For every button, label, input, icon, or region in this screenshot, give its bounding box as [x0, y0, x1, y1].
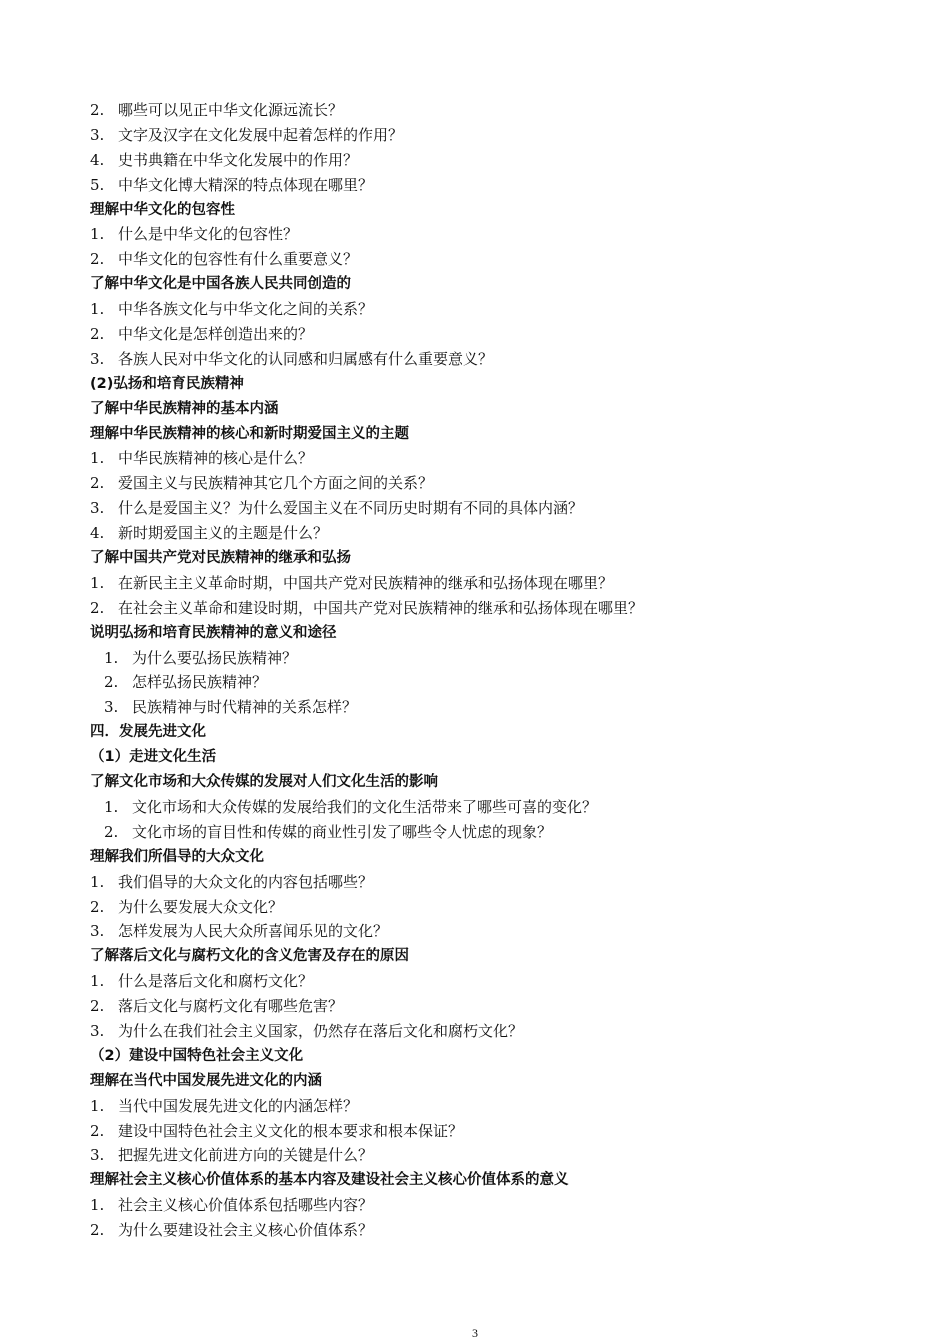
item-text: 为什么要建设社会主义核心价值体系？ — [118, 1221, 374, 1240]
item-number: 3. — [90, 1146, 105, 1165]
item-text: 爱国主义与民族精神其它几个方面之间的关系？ — [118, 474, 434, 493]
item-text: 落后文化与腐朽文化有哪些危害？ — [118, 997, 344, 1016]
item-text: 中华各族文化与中华文化之间的关系？ — [118, 300, 374, 319]
question-item — [90, 1218, 870, 1243]
question-item — [90, 919, 870, 944]
item-text: 什么是落后文化和腐朽文化？ — [118, 972, 314, 991]
item-number: 1. — [90, 300, 105, 319]
item-number: 2. — [90, 897, 105, 916]
item-number: 3. — [90, 922, 105, 941]
item-number: 5. — [90, 175, 105, 194]
question-item — [90, 347, 870, 372]
section-heading: 理解在当代中国发展先进文化的内涵 — [90, 1072, 322, 1089]
question-item — [90, 222, 870, 247]
item-text: 在新民主主义革命时期，中国共产党对民族精神的继承和弘扬体现在哪里？ — [118, 573, 614, 592]
question-item — [90, 646, 870, 671]
question-item — [90, 297, 870, 322]
item-number: 1. — [90, 972, 105, 991]
section-heading: (2)弘扬和培育民族精神 — [90, 375, 244, 392]
question-item — [90, 173, 870, 198]
item-text: 中华文化的包容性有什么重要意义？ — [118, 250, 359, 269]
question-item — [90, 820, 870, 845]
item-number: 1. — [104, 648, 119, 667]
question-item — [90, 471, 870, 496]
item-number: 4. — [90, 150, 105, 169]
item-text: 文字及汉字在文化发展中起着怎样的作用？ — [118, 125, 404, 144]
item-number: 1. — [90, 1096, 105, 1115]
question-item — [90, 571, 870, 596]
item-text: 中华文化是怎样创造出来的？ — [118, 325, 314, 344]
item-number: 3. — [90, 1021, 105, 1040]
item-number: 2. — [90, 325, 105, 344]
item-number: 1. — [90, 449, 105, 468]
question-item — [90, 98, 870, 123]
item-number: 2. — [90, 598, 105, 617]
item-text: 哪些可以见正中华文化源远流长？ — [118, 101, 344, 119]
item-number: 3. — [90, 349, 105, 368]
item-text: 各族人民对中华文化的认同感和归属感有什么重要意义？ — [118, 349, 494, 368]
item-text: 中华文化博大精深的特点体现在哪里？ — [118, 175, 374, 194]
item-number: 1. — [104, 797, 119, 816]
item-number: 2. — [90, 474, 105, 493]
item-text: 在社会主义革命和建设时期，中国共产党对民族精神的继承和弘扬体现在哪里？ — [118, 598, 644, 617]
item-text: 文化市场和大众传媒的发展给我们的文化生活带来了哪些可喜的变化？ — [132, 797, 598, 816]
question-item — [90, 322, 870, 347]
section-heading: 了解中华民族精神的基本内涵 — [90, 400, 279, 417]
item-text: 什么是中华文化的包容性？ — [118, 225, 299, 244]
section-heading: 说明弘扬和培育民族精神的意义和途径 — [90, 624, 337, 641]
item-text: 为什么要弘扬民族精神？ — [132, 648, 298, 667]
question-item — [90, 1094, 870, 1119]
item-text: 社会主义核心价值体系包括哪些内容？ — [118, 1196, 374, 1215]
question-item — [90, 1193, 870, 1218]
question-item — [90, 247, 870, 272]
item-number: 3. — [90, 125, 105, 144]
section-heading: 理解社会主义核心价值体系的基本内容及建设社会主义核心价值体系的意义 — [90, 1172, 569, 1189]
question-item — [90, 446, 870, 471]
item-number: 1. — [90, 573, 105, 592]
section-heading: （2）建设中国特色社会主义文化 — [90, 1047, 304, 1064]
section-heading: 理解中华文化的包容性 — [90, 201, 235, 218]
question-item — [90, 148, 870, 173]
section-heading: 了解落后文化与腐朽文化的含义危害及存在的原因 — [90, 948, 409, 965]
item-number: 2. — [104, 822, 119, 841]
page-number: 3 — [472, 1326, 478, 1340]
section-heading: 了解文化市场和大众传媒的发展对人们文化生活的影响 — [90, 774, 438, 791]
document-body — [90, 98, 870, 1243]
item-text: 为什么要发展大众文化？ — [118, 897, 284, 916]
section-heading: 了解中华文化是中国各族人民共同创造的 — [90, 276, 351, 293]
item-text: 什么是爱国主义？为什么爱国主义在不同历史时期有不同的具体内涵？ — [118, 499, 584, 518]
item-text: 文化市场的盲目性和传媒的商业性引发了哪些令人忧虑的现象？ — [132, 822, 553, 841]
item-text: 怎样发展为人民大众所喜闻乐见的文化？ — [118, 922, 389, 941]
item-text: 把握先进文化前进方向的关键是什么？ — [118, 1146, 374, 1165]
question-item — [90, 670, 870, 695]
question-item — [90, 1143, 870, 1168]
section-heading: 理解中华民族精神的核心和新时期爱国主义的主题 — [90, 425, 409, 442]
question-item — [90, 1119, 870, 1144]
item-number: 2. — [90, 1121, 105, 1140]
question-item — [90, 521, 870, 546]
item-number: 1. — [90, 225, 105, 244]
question-item — [90, 895, 870, 920]
question-item — [90, 695, 870, 720]
question-item — [90, 969, 870, 994]
item-text: 我们倡导的大众文化的内容包括哪些？ — [118, 872, 374, 891]
question-item — [90, 496, 870, 521]
item-text: 怎样弘扬民族精神？ — [132, 673, 268, 692]
item-text: 当代中国发展先进文化的内涵怎样？ — [118, 1096, 359, 1115]
section-heading: （1）走进文化生活 — [90, 749, 217, 766]
item-text: 中华民族精神的核心是什么？ — [118, 449, 314, 468]
item-text: 建设中国特色社会主义文化的根本要求和根本保证？ — [118, 1121, 464, 1140]
item-text: 史书典籍在中华文化发展中的作用？ — [118, 150, 359, 169]
item-number: 2. — [104, 673, 119, 692]
item-number: 3. — [90, 499, 105, 518]
item-number: 2. — [90, 1221, 105, 1240]
section-heading: 四．发展先进文化 — [90, 724, 206, 741]
item-text: 新时期爱国主义的主题是什么？ — [118, 524, 329, 543]
item-number: 2. — [90, 997, 105, 1016]
item-number: 4. — [90, 524, 105, 543]
question-item — [90, 123, 870, 148]
section-heading: 了解中国共产党对民族精神的继承和弘扬 — [90, 550, 351, 567]
item-number: 1. — [90, 1196, 105, 1215]
item-text: 民族精神与时代精神的关系怎样？ — [132, 698, 358, 717]
question-item — [90, 1019, 870, 1044]
item-number: 2. — [90, 101, 105, 119]
item-text: 为什么在我们社会主义国家，仍然存在落后文化和腐朽文化？ — [118, 1021, 524, 1040]
item-number: 3. — [104, 698, 119, 717]
question-item — [90, 994, 870, 1019]
item-number: 1. — [90, 872, 105, 891]
section-heading: 理解我们所倡导的大众文化 — [90, 848, 264, 865]
item-number: 2. — [90, 250, 105, 269]
question-item — [90, 596, 870, 621]
question-item — [90, 870, 870, 895]
question-item — [90, 795, 870, 820]
